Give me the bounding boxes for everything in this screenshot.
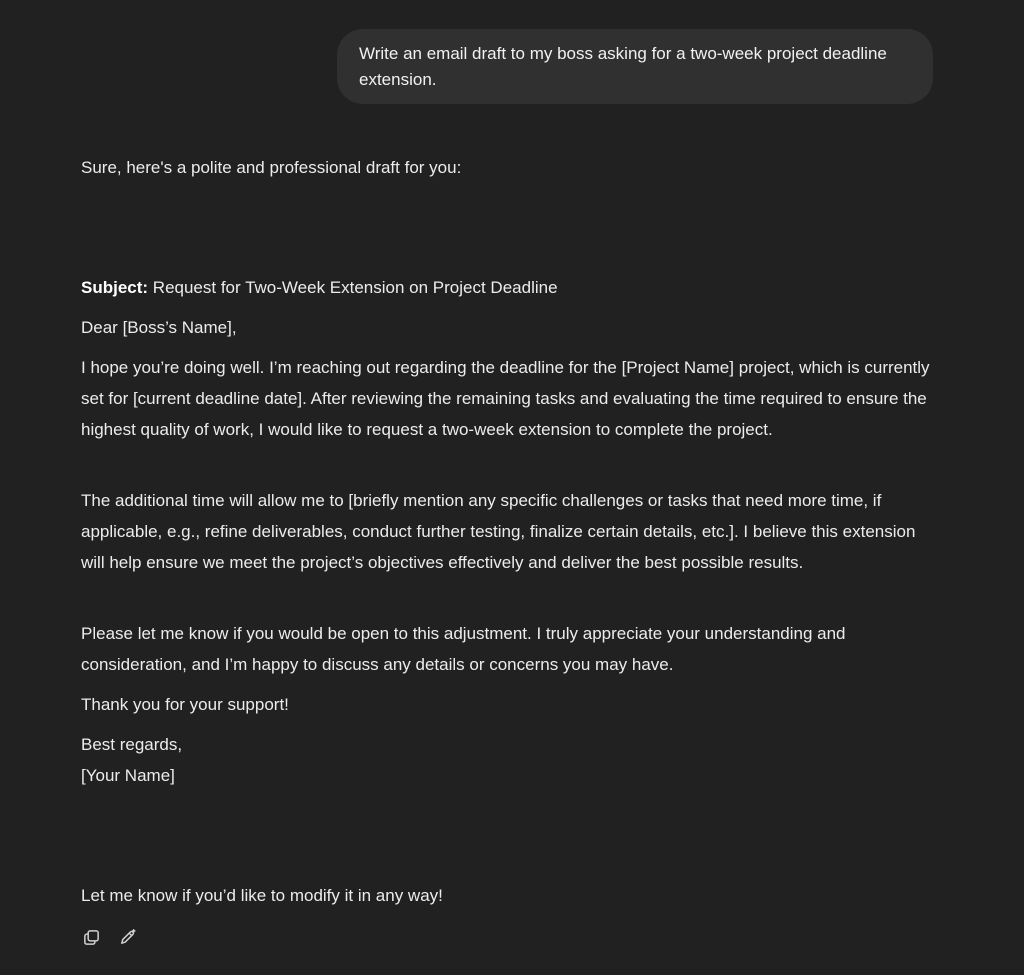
subject-label: Subject: bbox=[81, 278, 149, 297]
email-paragraph-2: The additional time will allow me to [briefly mention any specific challenges or tasks that need more time, if applicable, e.g., refine deliverables, conduct further testing, finalize certain details, etc.]. I believe this extension will help ensure we meet the project’s objectives effectively and deliver the best possible results. bbox=[81, 491, 916, 572]
copy-icon bbox=[82, 928, 101, 947]
copy-button[interactable] bbox=[80, 926, 102, 948]
email-closing: Best regards, bbox=[81, 735, 183, 754]
edit-button[interactable] bbox=[116, 926, 138, 948]
email-thanks: Thank you for your support! bbox=[81, 695, 289, 714]
email-paragraph-3: Please let me know if you would be open to this adjustment. I truly appreciate your understanding and consideration, and I’m happy to discuss any details or concerns you may have. bbox=[81, 624, 846, 674]
assistant-intro: Sure, here's a polite and professional draft for you: bbox=[81, 158, 462, 177]
email-paragraph-1: I hope you’re doing well. I’m reaching out regarding the deadline for the [Project Name] project, which is currently set for [current deadline date]. After reviewing the remaining tasks and evaluating the time required to ensure the highest quality of work, I would like to request a two-week extension to complete the project. bbox=[81, 358, 930, 439]
email-greeting: Dear [Boss’s Name], bbox=[81, 318, 237, 337]
email-subject-line bbox=[81, 272, 558, 303]
message-actions bbox=[80, 926, 138, 948]
subject-text: Request for Two-Week Extension on Project Deadline bbox=[148, 278, 558, 297]
edit-pencil-icon bbox=[118, 928, 137, 947]
assistant-outro: Let me know if you’d like to modify it in any way! bbox=[81, 886, 443, 905]
user-message-bubble bbox=[337, 29, 933, 104]
email-signature: [Your Name] bbox=[81, 766, 175, 785]
user-message-text: Write an email draft to my boss asking for a two-week project deadline extension. bbox=[359, 44, 887, 89]
